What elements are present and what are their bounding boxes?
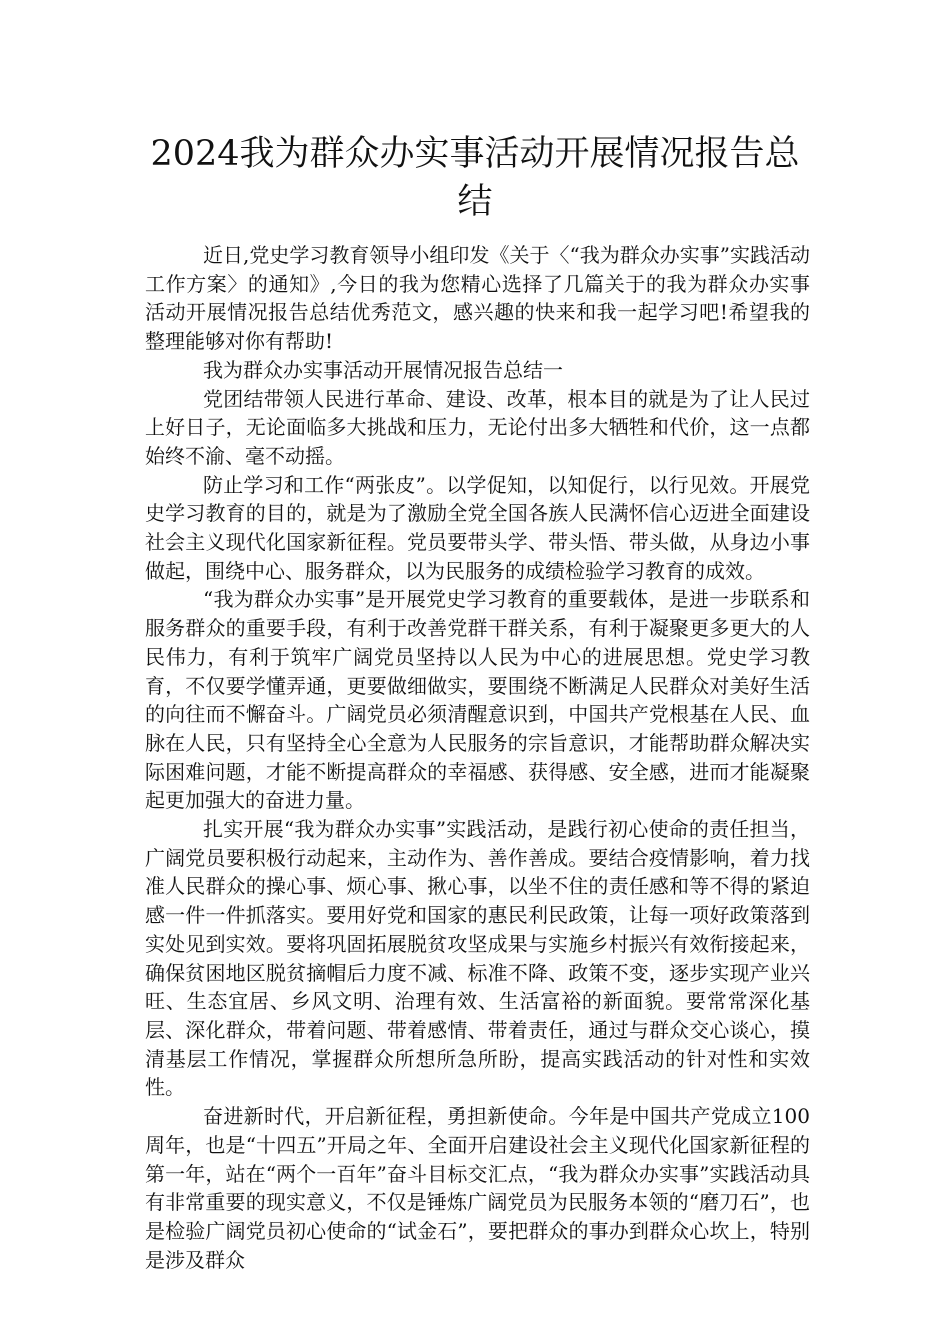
document-body bbox=[145, 241, 810, 1274]
document-title: 2024我为群众办实事活动开展情况报告总结 bbox=[150, 134, 800, 222]
paragraph: 防止学习和工作“两张皮”。以学促知，以知促行，以行见效。开展党史学习教育的目的，就是为了激励全党全国各族人民满怀信心迈进全面建设社会主义现代化国家新征程。党员要带头学、带头悟、带头做，从身边小事做起，围绕中心、服务群众，以为民服务的成绩检验学习教育的成效。 bbox=[145, 472, 810, 583]
paragraph: 扎实开展“我为群众办实事”实践活动，是践行初心使命的责任担当，广阔党员要积极行动起来，主动作为、善作善成。要结合疫情影响，着力找准人民群众的操心事、烦心事、揪心事，以坐不住的责任感和等不得的紧迫感一件一件抓落实。要用好党和国家的惠民利民政策，让每一项好政策落到实处见到实效。要将巩固拓展脱贫攻坚成果与实施乡村振兴有效衔接起来，确保贫困地区脱贫摘帽后力度不减、标准不降、政策不变，逐步实现产业兴旺、生态宜居、乡风文明、治理有效、生活富裕的新面貌。要常常深化基层、深化群众，带着问题、带着感情、带着责任，通过与群众交心谈心，摸清基层工作情况，掌握群众所想所急所盼，提高实践活动的针对性和实效性。 bbox=[145, 817, 810, 1100]
paragraph: 奋进新时代，开启新征程，勇担新使命。今年是中国共产党成立100周年，也是“十四五”开局之年、全面开启建设社会主义现代化国家新征程的第一年，站在“两个一百年”奋斗目标交汇点，“我为群众办实事”实践活动具有非常重要的现实意义，不仅是锤炼广阔党员为民服务本领的“磨刀石”，也是检验广阔党员初心使命的“试金石”，要把群众的事办到群众心坎上，特别是涉及群众 bbox=[145, 1104, 810, 1272]
paragraph-subheading: 我为群众办实事活动开展情况报告总结一 bbox=[203, 357, 563, 382]
paragraph: “我为群众办实事”是开展党史学习教育的重要载体，是进一步联系和服务群众的重要手段，有利于改善党群干群关系，有利于凝聚更多更大的人民伟力，有利于筑牢广阔党员坚持以人民为中心的进展思想。党史学习教育，不仅要学懂弄通，更要做细做实，要围绕不断满足人民群众对美好生活的向往而不懈奋斗。广阔党员必须清醒意识到，中国共产党根基在人民、血脉在人民，只有坚持全心全意为人民服务的宗旨意识，才能帮助群众解决实际困难问题，才能不断提高群众的幸福感、获得感、安全感，进而才能凝聚起更加强大的奋进力量。 bbox=[145, 587, 810, 813]
paragraph: 党团结带领人民进行革命、建设、改革，根本目的就是为了让人民过上好日子，无论面临多大挑战和压力，无论付出多大牺牲和代价，这一点都始终不渝、毫不动摇。 bbox=[145, 386, 810, 468]
paragraph-intro: 近日,党史学习教育领导小组印发《关于〈“我为群众办实事”实践活动工作方案〉的通知》,今日的我为您精心选择了几篇关于的我为群众办实事活动开展情况报告总结优秀范文，感兴趣的快来和我一起学习吧!希望我的整理能够对你有帮助! bbox=[145, 243, 810, 354]
